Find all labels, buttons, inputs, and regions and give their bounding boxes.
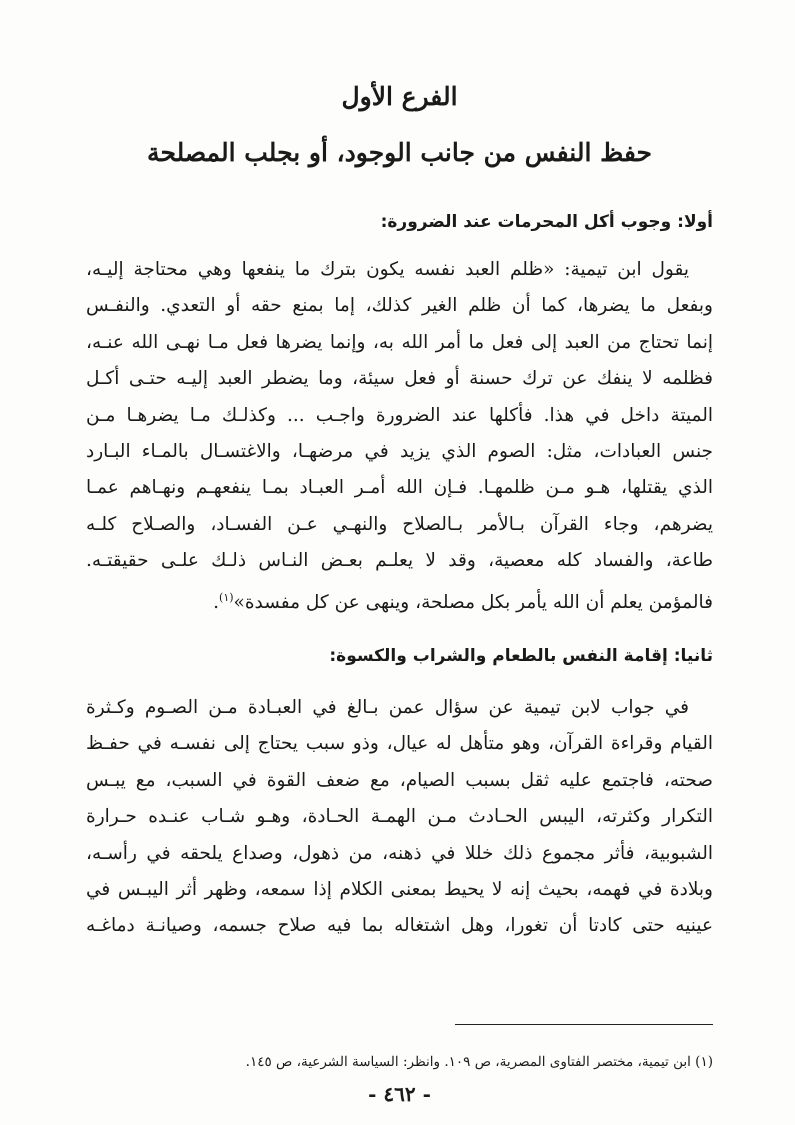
text-line xyxy=(86,543,713,579)
footnote-ref[interactable]: (١) xyxy=(219,590,234,604)
text-line xyxy=(86,763,713,799)
text-line xyxy=(86,908,713,944)
text-line xyxy=(86,799,713,835)
line-text: الميتة داخل في هذا. فأكلها عند الضرورة واجـب ... وكذلـك مـا يضرهـا مـن xyxy=(86,404,713,426)
line-text: فالمؤمن يعلم أن الله يأمر بكل مصلحة، وينهى عن كل مفسدة» xyxy=(233,591,713,613)
end-punctuation: . xyxy=(213,591,220,613)
page-number: - ٤٦٢ - xyxy=(368,1082,431,1106)
line-text: جنس العبادات، مثل: الصوم الذي يزيد في مرضهـا، والاغتسـال بالمـاء البـارد xyxy=(86,440,713,462)
line-text: الشبوبية، فأثر مجموع ذلك خللا في ذهنه، من ذهول، وصداع يلحقه في رأسـه، xyxy=(86,842,713,864)
line-text: إنما تحتاج من العبد إلى فعل ما أمر الله به، وإنما يضرها فعل مـا نهـى الله عنـه، xyxy=(86,331,713,353)
footnote: (١) ابن تيمية، مختصر الفتاوى المصرية، ص ١٠٩. وانظر: السياسة الشرعية، ص ١٤٥. xyxy=(245,1054,713,1070)
text-line xyxy=(86,398,713,434)
line-text: يقول ابن تيمية: «ظلم العبد نفسه يكون بترك ما ينفعها وهي محتاجة إليـه، xyxy=(86,259,689,280)
text-line xyxy=(86,325,713,361)
chapter-title: الفرع الأول xyxy=(341,82,458,111)
text-line xyxy=(86,470,713,506)
section-2-paragraph xyxy=(86,690,713,945)
section-1-paragraph xyxy=(86,252,713,616)
text-line xyxy=(86,836,713,872)
chapter-subtitle: حفظ النفس من جانب الوجود، أو بجلب المصلحة xyxy=(147,138,652,167)
footnote-divider xyxy=(455,1024,713,1025)
line-text: الذي يقتلها، هـو مـن ظلمهـا. فـإن الله أمـر العبـاد بمـا ينفعهـم ونهـاهم عمـا xyxy=(86,477,713,499)
line-text: طاعة، والفساد كله معصية، وقد لا يعلـم بعـض النـاس ذلـك علـى حقيقتـه. xyxy=(86,550,713,572)
line-text: التكرار وكثرته، اليبس الحـادث مـن الهمـة الحـادة، وهـو شـاب عنـده حـرارة xyxy=(86,806,713,828)
line-text: فظلمه لا ينفك عن ترك حسنة أو فعل سيئة، وما يضطر العبد إليـه حتـى أكـل xyxy=(86,368,713,390)
text-line xyxy=(86,690,713,726)
text-line xyxy=(86,580,713,616)
line-text: وبفعل ما يضرها، كما أن ظلم الغير كذلك، إما بمنع حقه أو التعدي. والنفـس xyxy=(86,295,713,317)
section-heading-2: ثانيا: إقامة النفس بالطعام والشراب والكسوة: xyxy=(329,646,713,666)
text-line xyxy=(86,288,713,324)
text-line xyxy=(86,507,713,543)
line-text: صحته، فاجتمع عليه ثقل بسبب الصيام، مع ضعف القوة في السبب، مع يبـس xyxy=(86,769,713,791)
line-text: القيام وقراءة القرآن، وهو متأهل له عيال، وذو سبب يحتاج إلى نفسـه في حفـظ xyxy=(86,733,713,755)
line-text: عينيه حتى كادتا أن تغورا، وهل اشتغاله بما فيه صلاح جسمه، وصيانـة دماغـه xyxy=(86,915,713,937)
text-line xyxy=(86,726,713,762)
line-text: في جواب لابن تيمية عن سؤال عمن بـالغ في العبـادة مـن الصـوم وكـثرة xyxy=(86,697,689,718)
text-line xyxy=(86,872,713,908)
section-heading-1: أولا: وجوب أكل المحرمات عند الضرورة: xyxy=(380,212,713,232)
line-text: يضرهم، وجاء القرآن بـالأمر بـالصلاح والنهـي عـن الفسـاد، والصـلاح كلـه xyxy=(86,513,713,535)
text-line xyxy=(86,434,713,470)
line-text: وبلادة في فهمه، بحيث إنه لا يحيط بمعنى الكلام إذا سمعه، وظهر أثر اليبـس في xyxy=(86,878,713,900)
text-line xyxy=(86,252,713,288)
text-line xyxy=(86,361,713,397)
